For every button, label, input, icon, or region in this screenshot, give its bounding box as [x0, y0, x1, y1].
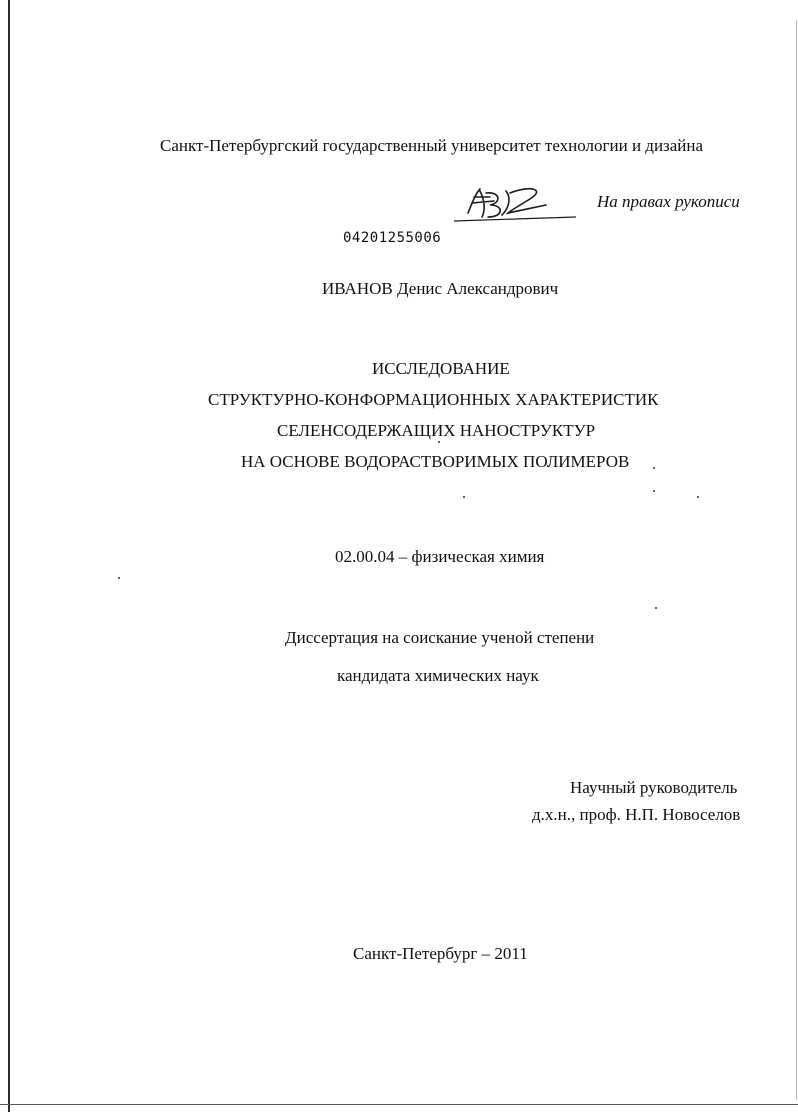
scan-speck — [438, 441, 440, 443]
specialty-code: 02.00.04 – физическая химия — [335, 547, 545, 566]
scan-speck — [697, 496, 699, 498]
supervisor-label: Научный руководитель — [570, 778, 738, 797]
scan-border-right — [796, 20, 797, 1100]
title-line-1: ИССЛЕДОВАНИЕ — [372, 359, 510, 378]
manuscript-rights-note: На правах рукописи — [597, 192, 740, 211]
signature-icon — [450, 183, 580, 225]
dissertation-statement: Диссертация на соискание ученой степени — [285, 628, 595, 647]
scan-speck — [655, 607, 657, 609]
title-line-4: НА ОСНОВЕ ВОДОРАСТВОРИМЫХ ПОЛИМЕРОВ — [241, 452, 630, 471]
scan-speck — [118, 577, 120, 579]
title-line-2: СТРУКТУРНО-КОНФОРМАЦИОННЫХ ХАРАКТЕРИСТИК — [208, 390, 659, 409]
author-name: ИВАНОВ Денис Александрович — [322, 279, 559, 298]
scan-speck — [653, 490, 655, 492]
city-year: Санкт-Петербург – 2011 — [353, 944, 528, 963]
supervisor-name: д.х.н., проф. Н.П. Новоселов — [532, 805, 741, 824]
registration-code: 04201255006 — [343, 230, 442, 246]
scan-border-bottom — [0, 1104, 798, 1105]
university-name: Санкт-Петербургский государственный университет технологии и дизайна — [160, 136, 704, 155]
degree-name: кандидата химических наук — [337, 666, 539, 685]
scan-border-left — [8, 0, 10, 1112]
scan-speck — [463, 496, 465, 498]
title-line-3: СЕЛЕНСОДЕРЖАЩИХ НАНОСТРУКТУР — [277, 421, 596, 440]
scan-speck — [653, 467, 655, 469]
